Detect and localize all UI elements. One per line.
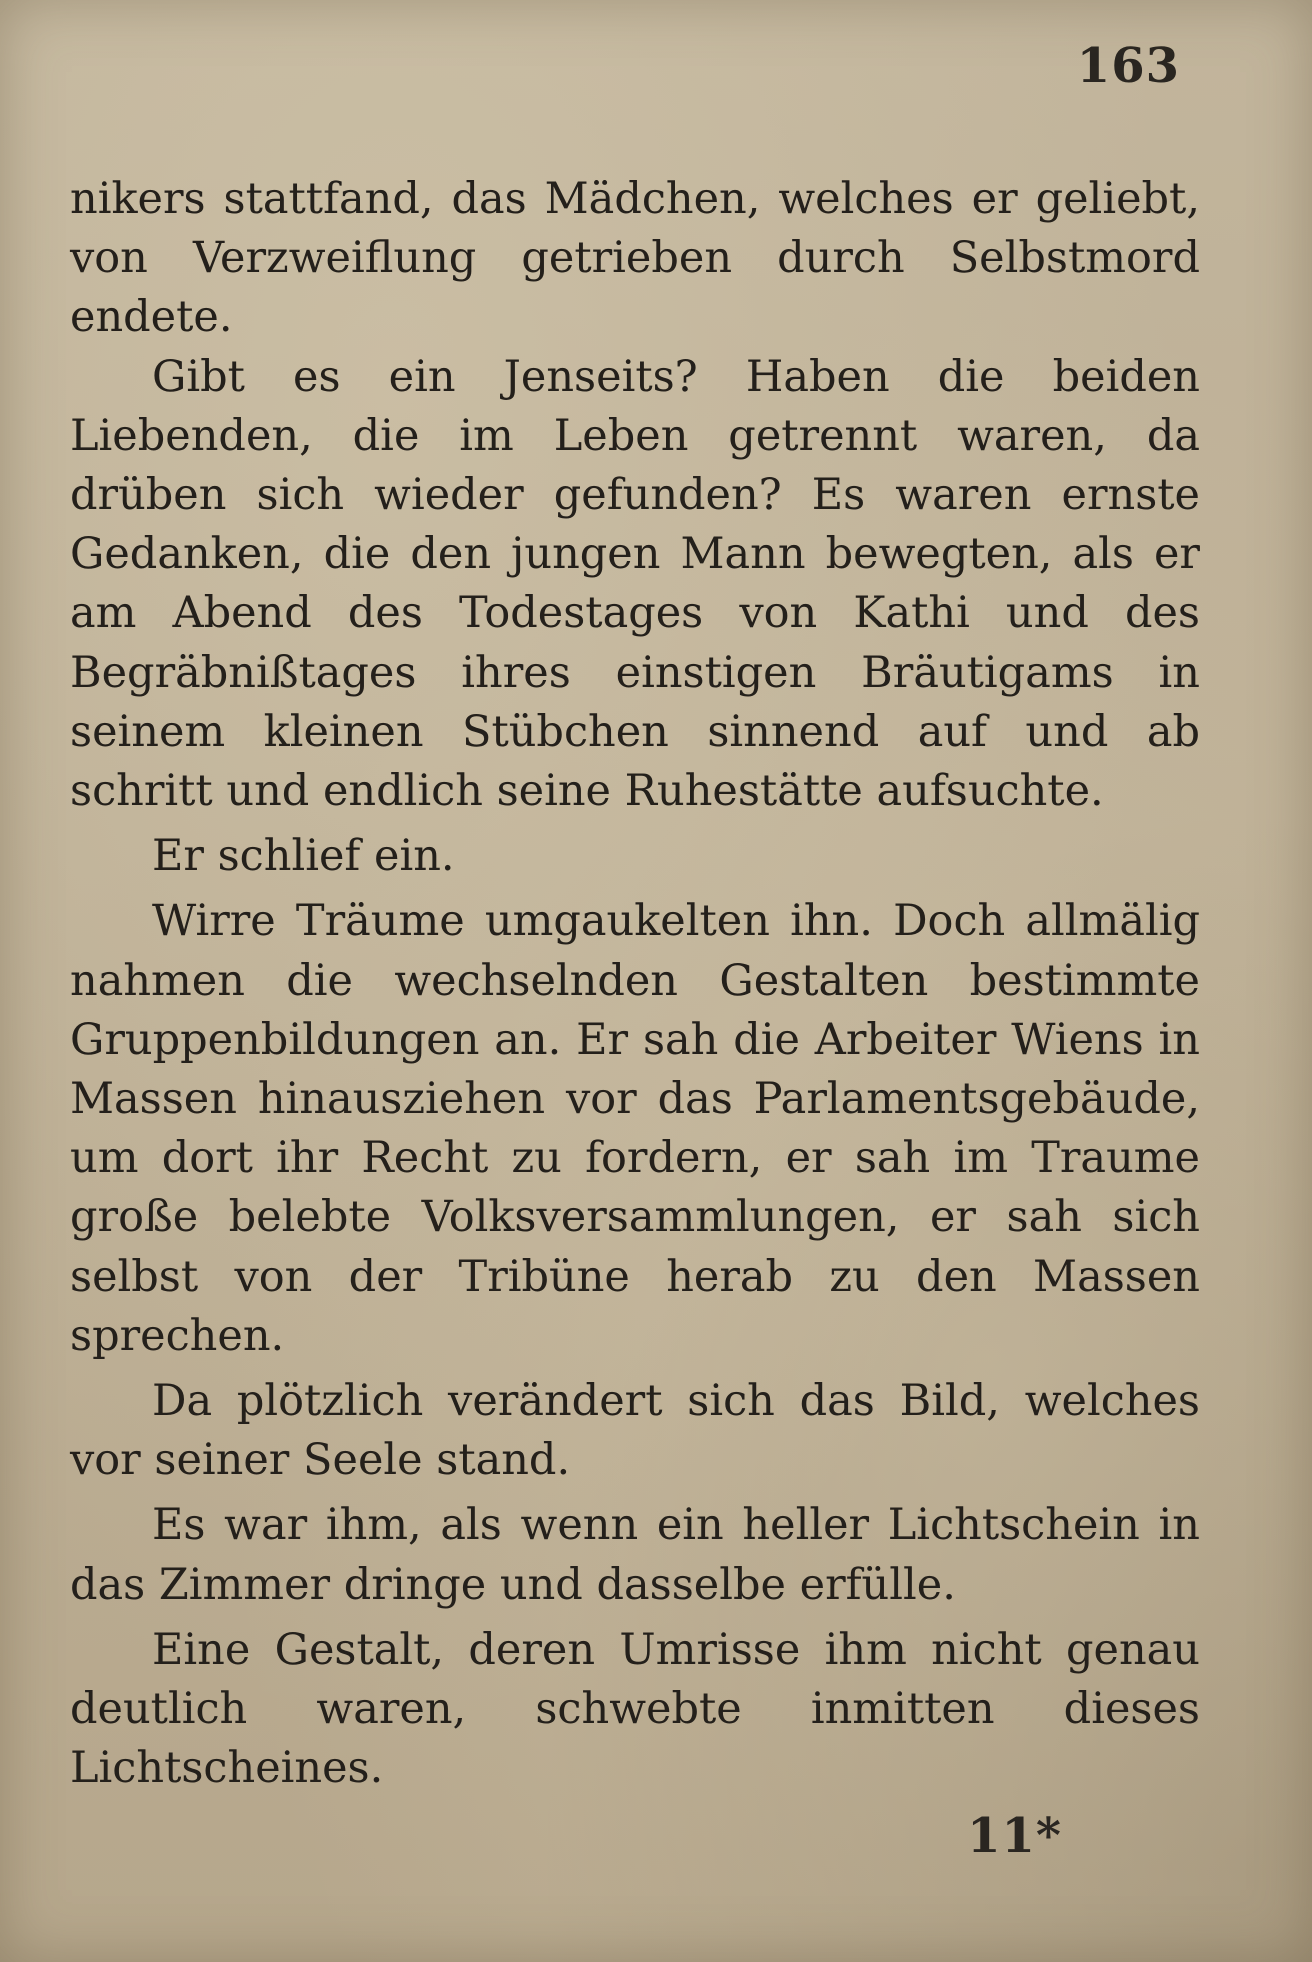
body-text bbox=[70, 170, 1200, 1798]
printer-signature: 11* bbox=[967, 1808, 1062, 1864]
paragraph: Da plötzlich verändert sich das Bild, welches vor seiner Seele stand. bbox=[70, 1376, 1200, 1486]
paragraph: Es war ihm, als wenn ein heller Lichtschein in das Zimmer dringe und dasselbe erfülle. bbox=[70, 1500, 1200, 1610]
paragraph: nikers stattfand, das Mädchen, welches er geliebt, von Verzweiflung getrieben durch Selbstmord endete. bbox=[70, 174, 1200, 343]
paragraph: Er schlief ein. bbox=[152, 831, 455, 882]
paragraph: Wirre Träume umgaukelten ihn. Doch allmälig nahmen die wechselnden Gestalten bestimmte Gruppenbildungen an. Er sah die Arbeiter Wiens in Massen hinausziehen vor das Parlamentsgebäude, um dort ihr Recht zu fordern, er sah im Traume große belebte Volksversammlungen, er sah sich selbst von der Tribüne herab zu den Massen sprechen. bbox=[70, 896, 1200, 1361]
paragraph: Eine Gestalt, deren Umrisse ihm nicht genau deutlich waren, schwebte inmitten dieses Lichtscheines. bbox=[70, 1624, 1200, 1794]
paragraph: Gibt es ein Jenseits? Haben die beiden Liebenden, die im Leben getrennt waren, da drüben sich wieder gefunden? Es waren ernste Gedanken, die den jungen Mann bewegten, als er am Abend des Todestages von Kathi und des Begräbnißtages ihres einstigen Bräutigams in seinem kleinen Stübchen sinnend auf und ab schritt und endlich seine Ruhestätte aufsuchte. bbox=[70, 351, 1200, 817]
page-number: 163 bbox=[1076, 38, 1180, 94]
